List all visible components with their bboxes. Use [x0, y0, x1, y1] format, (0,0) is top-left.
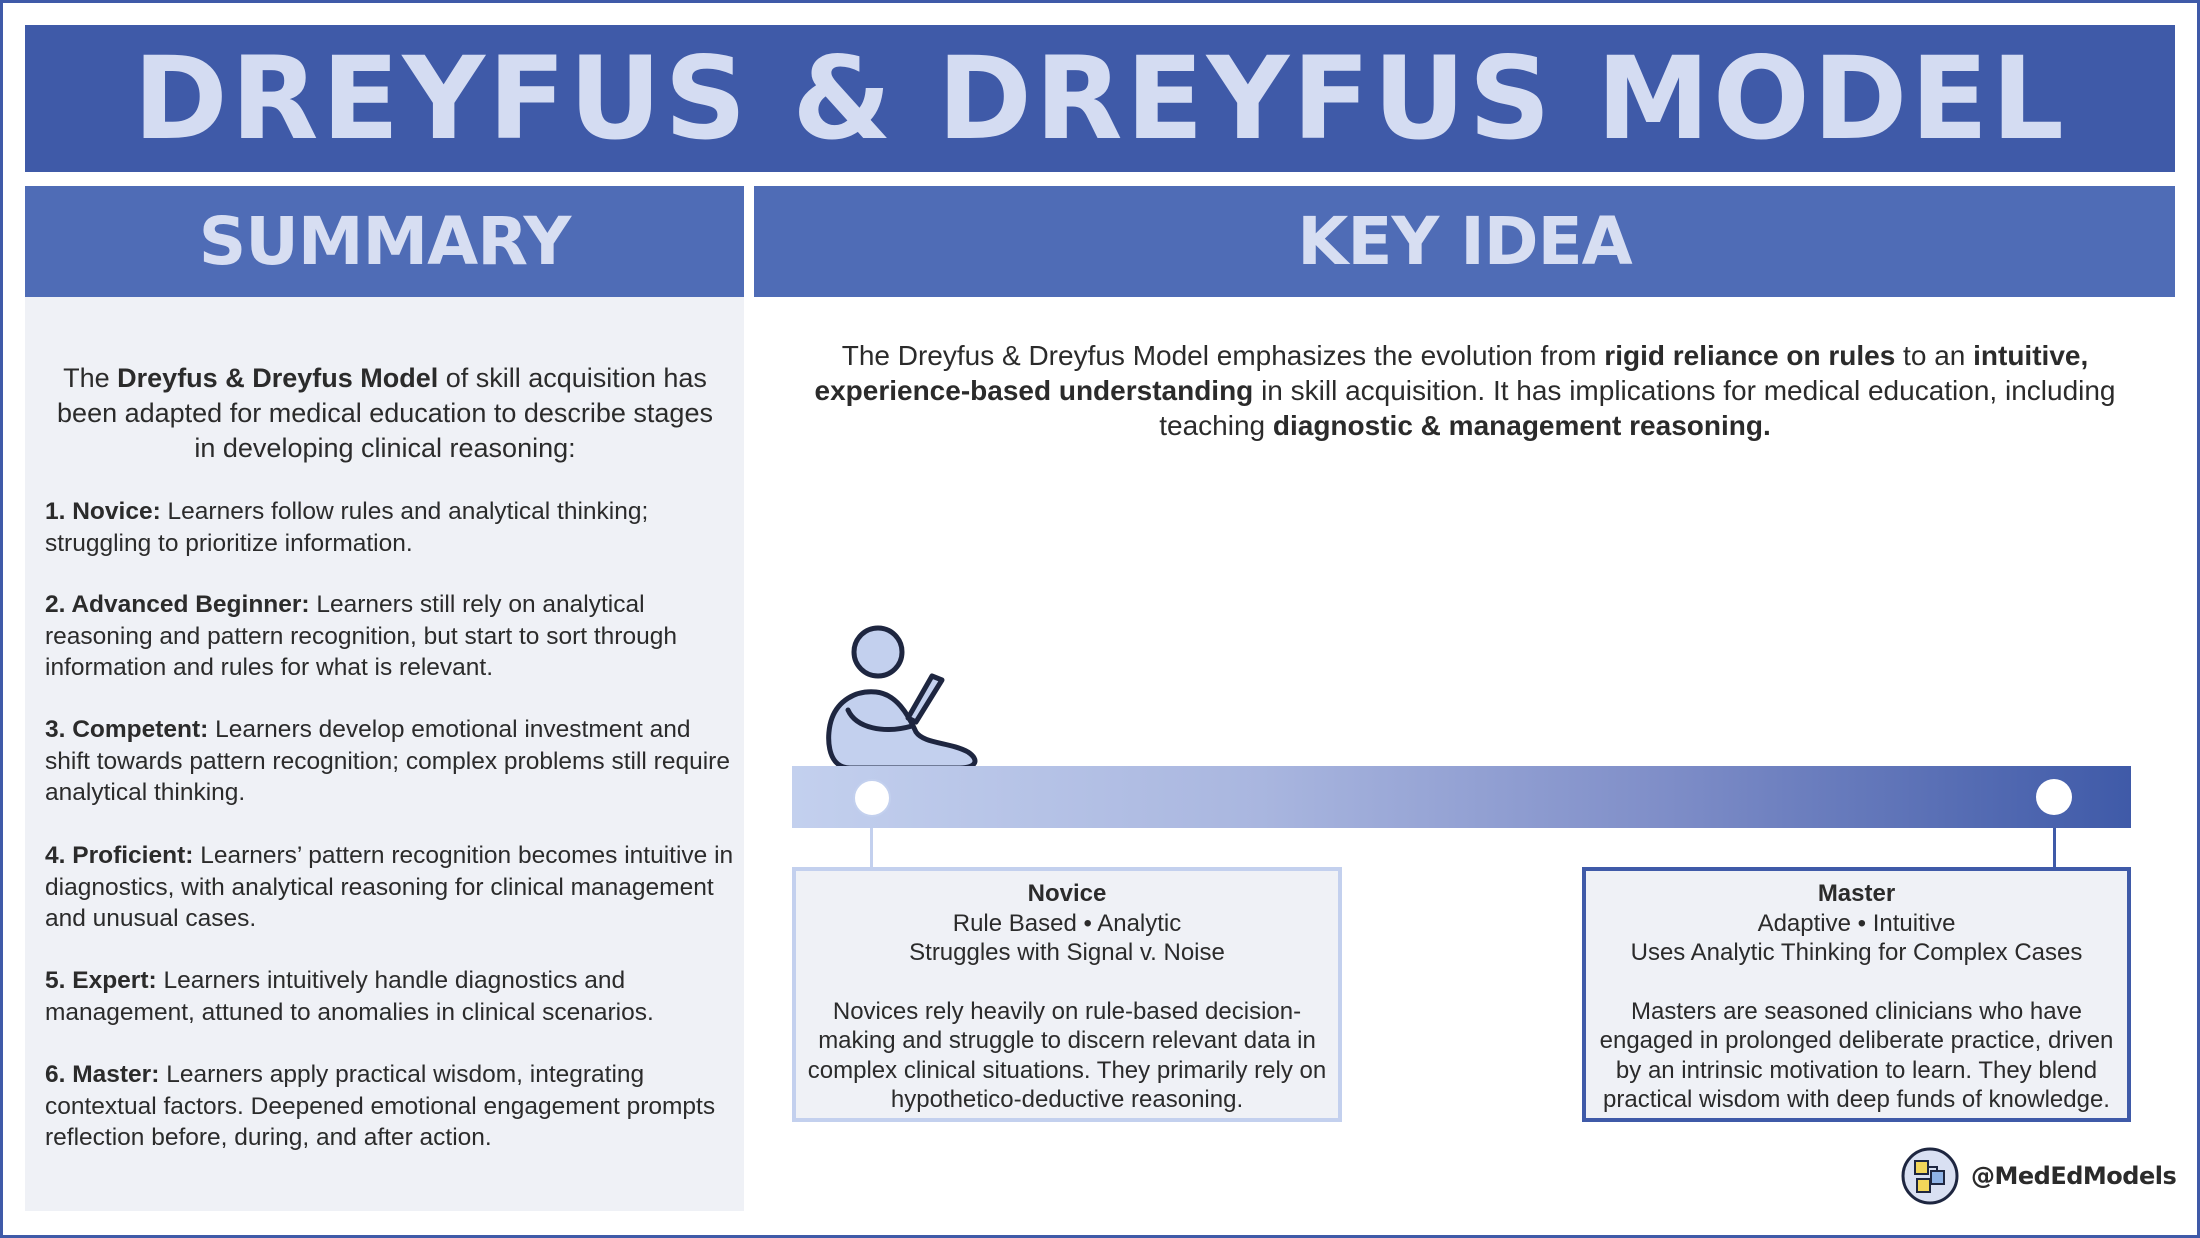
key-idea-text — [790, 338, 2140, 443]
stage-text: Learners develop emotional investment and shift towards pattern recognition; complex problems still require analytical thinking. — [45, 716, 730, 806]
key-idea-b2: intuitive, experience-based understanding — [814, 340, 2089, 406]
learner-reading-icon — [820, 622, 978, 770]
novice-card — [792, 867, 1342, 1122]
summary-intro-post: of skill acquisition has been adapted for medical education to describe stages in developing clinical reasoning: — [57, 363, 713, 463]
key-idea-heading: KEY IDEA — [1297, 203, 1632, 280]
skill-progression-bar — [792, 766, 2131, 828]
stage-competent — [45, 714, 735, 809]
stage-expert — [45, 965, 735, 1028]
key-idea-b1: rigid reliance on rules — [1604, 340, 1896, 371]
page-title: DREYFUS & DREYFUS MODEL — [133, 31, 2067, 165]
key-idea-header — [754, 186, 2175, 297]
stage-label: 6. Master: — [45, 1061, 160, 1088]
stage-text: Learners apply practical wisdom, integrating contextual factors. Deepened emotional engagement prompts reflection before, during, and after action. — [45, 1061, 716, 1151]
novice-subtitle-2: Struggles with Signal v. Noise — [909, 939, 1225, 966]
title-banner — [25, 25, 2175, 172]
novice-title: Novice — [1027, 880, 1107, 907]
master-subtitle-2: Uses Analytic Thinking for Complex Cases — [1630, 939, 2083, 966]
stage-text: Learners still rely on analytical reasoning and pattern recognition, but start to sort through information and rules for what is relevant. — [45, 591, 677, 681]
master-title: Master — [1817, 880, 1896, 907]
key-idea-b3: diagnostic & management reasoning. — [1272, 410, 1771, 441]
brand-signature — [1901, 1146, 2176, 1206]
stage-text: Learners intuitively handle diagnostics and management, attuned to anomalies in clinical scenarios. — [45, 967, 654, 1026]
stage-text: Learners follow rules and analytical thinking; struggling to prioritize information. — [45, 498, 649, 557]
stage-novice — [45, 496, 735, 559]
stage-text: Learners’ pattern recognition becomes intuitive in diagnostics, with analytical reasoning for clinical management and unusual cases. — [45, 842, 734, 932]
summary-panel — [25, 297, 744, 1211]
key-idea-p1: The Dreyfus & Dreyfus Model emphasizes the evolution from — [841, 340, 1605, 371]
novice-connector — [870, 828, 873, 868]
stage-label: 4. Proficient: — [45, 842, 194, 869]
stage-label: 3. Competent: — [45, 716, 209, 743]
brand-handle: @MedEdModels — [1971, 1162, 2177, 1190]
novice-description: Novices rely heavily on rule-based decision-making and struggle to discern relevant data in complex clinical situations. They primarily rely on hypothetico-deductive reasoning. — [807, 997, 1327, 1113]
stage-label: 2. Advanced Beginner: — [45, 591, 310, 618]
stage-label: 1. Novice: — [45, 498, 161, 525]
summary-intro-bold: Dreyfus & Dreyfus Model — [117, 363, 439, 393]
summary-intro-pre: The — [63, 363, 118, 393]
master-marker — [2036, 779, 2072, 815]
key-idea-p3: in skill acquisition. It has implications for medical education, including teaching — [1159, 375, 2116, 441]
novice-subtitle-1: Rule Based • Analytic — [952, 909, 1182, 937]
key-idea-p2: to an — [1895, 340, 1974, 371]
summary-intro — [45, 361, 725, 466]
novice-marker — [853, 779, 891, 817]
master-subtitle-1: Adaptive • Intuitive — [1757, 909, 1956, 937]
stage-advanced-beginner — [45, 589, 735, 684]
summary-heading: SUMMARY — [198, 203, 571, 280]
master-connector — [2053, 828, 2056, 868]
stage-master — [45, 1059, 735, 1154]
meded-logo-icon — [1901, 1147, 1959, 1205]
summary-header — [25, 186, 744, 297]
master-description: Masters are seasoned clinicians who have engaged in prolonged deliberate practice, driven by an intrinsic motivation to learn. They blend practical wisdom with deep funds of knowledge. — [1599, 997, 2114, 1113]
stage-proficient — [45, 840, 735, 935]
stage-label: 5. Expert: — [45, 967, 157, 994]
master-card — [1582, 867, 2131, 1122]
